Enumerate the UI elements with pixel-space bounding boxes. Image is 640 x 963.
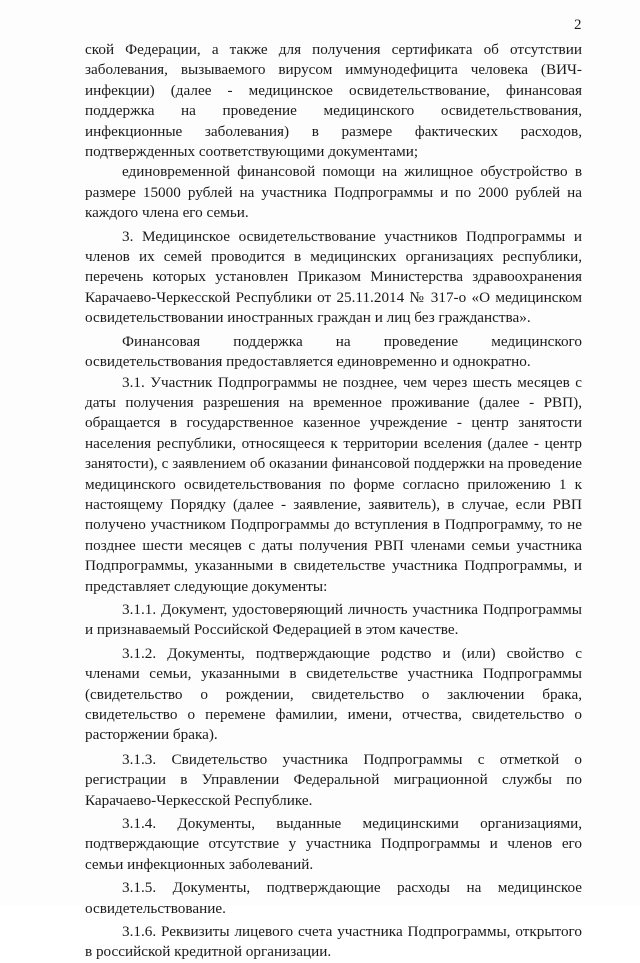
page-number: 2 — [574, 17, 582, 33]
paragraph-financial-support: Финансовая поддержка на проведение медицинского освидетельствования предоставляется единовременно и однократно. — [85, 332, 582, 371]
paragraph-section-3-1-6: 3.1.6. Реквизиты лицевого счета участника Подпрограммы, открытого в российской кредитной организации. — [85, 923, 582, 961]
paragraph-section-3-1-3: 3.1.3. Свидетельство участника Подпрограммы с отметкой о регистрации в Управлении Федеральной миграционной службы по Карачаево-Черкесской Республике. — [85, 750, 582, 809]
paragraph-housing-aid: единовременной финансовой помощи на жилищное обустройство в размере 15000 рублей на участника Подпрограммы и по 2000 рублей на каждого члена его семьи. — [85, 163, 582, 222]
paragraph-section-3-1-5: 3.1.5. Документы, подтверждающие расходы на медицинское освидетельствование. — [85, 879, 582, 917]
paragraph-section-3-1: 3.1. Участник Подпрограммы не позднее, чем через шесть месяцев с даты получения разрешения на временное проживание (далее - РВП), обращается в государственное казенное учреждение - центр занятости населения республики, относящееся к территории вселения (далее - центр занятости), с заявлением об оказании финансовой поддержки на проведение медицинского освидетельствования по форме согласно приложению 1 к настоящему Порядку (далее - заявление, заявитель), в случае, если РВП получено участником Подпрограммы до вступления в Подпрограмму, то не позднее шести месяцев с даты получения РВП членами семьи участника Подпрограммы, указанными в свидетельстве участника Подпрограммы, и представляет следующие документы: — [85, 373, 582, 595]
paragraph-section-3: 3. Медицинское освидетельствование участников Подпрограммы и членов их семей проводится в медицинских организациях республики, перечень которых установлен Приказом Министерства здравоохранения Карачаево-Черкесской Республики от 25.11.2014 № 317-о «О медицинском освидетельствовании иностранных граждан и лиц без гражданства». — [85, 227, 582, 327]
document-body — [85, 40, 582, 963]
paragraph-section-3-1-4: 3.1.4. Документы, выданные медицинскими организациями, подтверждающие отсутствие у участника Подпрограммы и членов его семьи инфекционных заболеваний. — [85, 815, 582, 873]
paragraph-section-3-1-2: 3.1.2. Документы, подтверждающие родство и (или) свойство с членами семьи, указанными в свидетельстве участника Подпрограммы (свидетельство о рождении, свидетельство о заключении брака, свидетельство о перемене фамилии, имени, отчества, свидетельство о расторжении брака). — [85, 644, 582, 744]
paragraph-continuation: ской Федерации, а также для получения сертификата об отсутствии заболевания, вызываемого вирусом иммунодефицита человека (ВИЧ-инфекции) (далее - медицинское освидетельствование, финансовая поддержка на проведение медицинского освидетельствования, инфекционные заболевания) в размере фактических расходов, подтвержденных соответствующими документами; — [85, 41, 582, 161]
paragraph-section-3-1-1: 3.1.1. Документ, удостоверяющий личность участника Подпрограммы и признаваемый Российской Федерацией в этом качестве. — [85, 600, 582, 639]
